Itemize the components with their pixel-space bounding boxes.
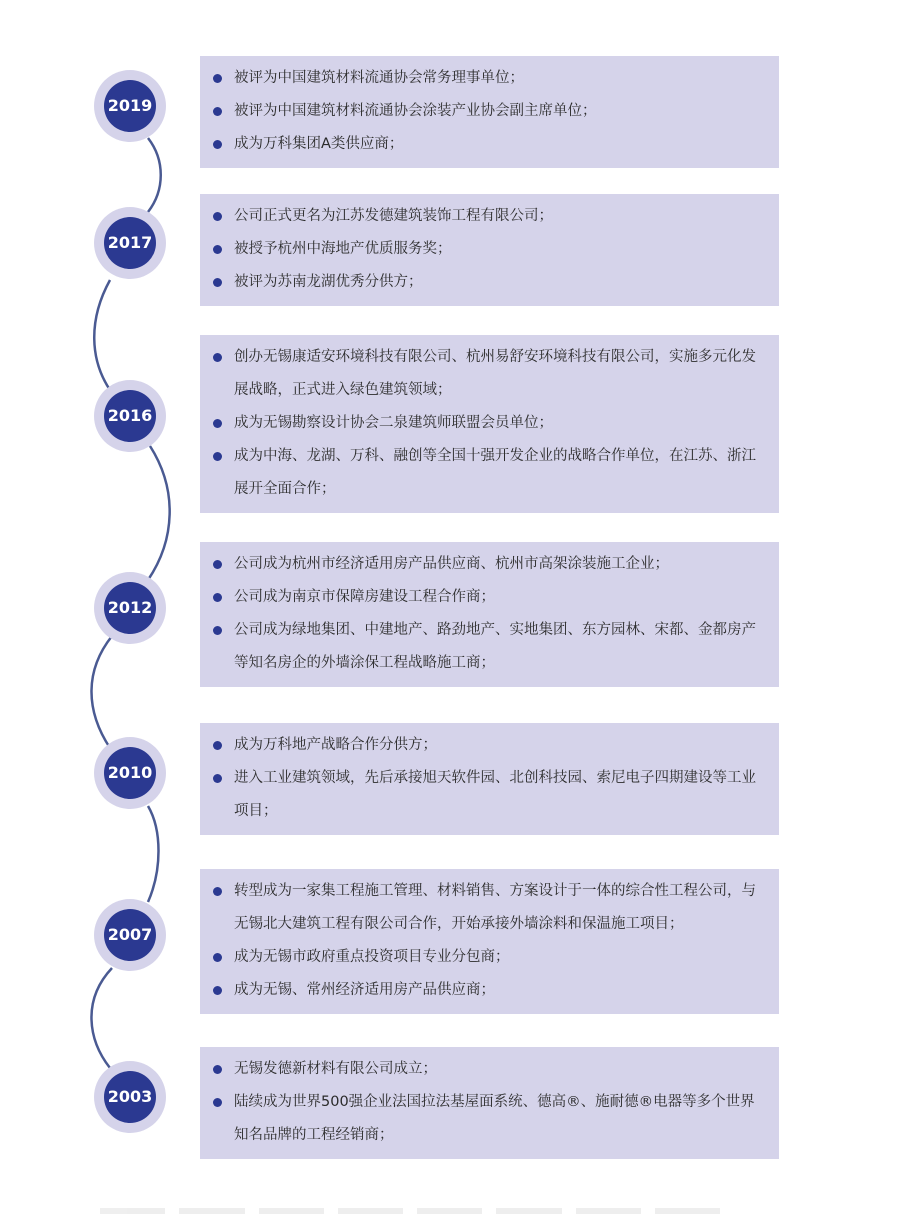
milestone-card-2017 [200, 194, 779, 306]
milestone-card-2007 [200, 869, 779, 1014]
milestone-item: 成为中海、龙湖、万科、融创等全国十强开发企业的战略合作单位，在江苏、浙江展开全面合作； [212, 440, 765, 506]
milestone-item: 公司成为南京市保障房建设工程合作商； [212, 581, 765, 614]
milestone-item: 成为无锡、常州经济适用房产品供应商； [212, 974, 765, 1007]
year-badge-2003 [94, 1061, 166, 1133]
cut-off-next-section [100, 1208, 720, 1214]
milestone-card-2016 [200, 335, 779, 513]
year-badge-2019 [94, 70, 166, 142]
milestone-item: 进入工业建筑领域，先后承接旭天软件园、北创科技园、索尼电子四期建设等工业项目； [212, 762, 765, 828]
year-label: 2003 [104, 1071, 156, 1123]
year-label: 2016 [104, 390, 156, 442]
milestone-item: 被评为苏南龙湖优秀分供方； [212, 266, 765, 299]
milestone-item: 被评为中国建筑材料流通协会涂装产业协会副主席单位； [212, 95, 765, 128]
milestone-item: 成为万科集团A类供应商； [212, 128, 765, 161]
milestone-card-2003 [200, 1047, 779, 1159]
milestone-item: 成为无锡市政府重点投资项目专业分包商； [212, 941, 765, 974]
year-badge-2016 [94, 380, 166, 452]
year-badge-2017 [94, 207, 166, 279]
milestone-item: 创办无锡康适安环境科技有限公司、杭州易舒安环境科技有限公司，实施多元化发展战略，正式进入绿色建筑领域； [212, 341, 765, 407]
milestone-item: 转型成为一家集工程施工管理、材料销售、方案设计于一体的综合性工程公司，与无锡北大建筑工程有限公司合作，开始承接外墙涂料和保温施工项目； [212, 875, 765, 941]
milestone-item: 成为无锡勘察设计协会二泉建筑师联盟会员单位； [212, 407, 765, 440]
year-badge-2010 [94, 737, 166, 809]
year-label: 2007 [104, 909, 156, 961]
milestone-card-2012 [200, 542, 779, 687]
milestone-item: 公司成为杭州市经济适用房产品供应商、杭州市高架涂装施工企业； [212, 548, 765, 581]
milestone-item: 陆续成为世界500强企业法国拉法基屋面系统、德高®、施耐德®电器等多个世界知名品牌的工程经销商； [212, 1086, 765, 1152]
milestone-item: 成为万科地产战略合作分供方； [212, 729, 765, 762]
year-label: 2019 [104, 80, 156, 132]
milestone-item: 公司正式更名为江苏发德建筑装饰工程有限公司； [212, 200, 765, 233]
milestone-card-2010 [200, 723, 779, 835]
milestone-item: 无锡发德新材料有限公司成立； [212, 1053, 765, 1086]
milestone-card-2019 [200, 56, 779, 168]
year-badge-2007 [94, 899, 166, 971]
milestone-item: 被评为中国建筑材料流通协会常务理事单位； [212, 62, 765, 95]
year-label: 2017 [104, 217, 156, 269]
year-label: 2012 [104, 582, 156, 634]
year-label: 2010 [104, 747, 156, 799]
milestone-item: 被授予杭州中海地产优质服务奖； [212, 233, 765, 266]
year-badge-2012 [94, 572, 166, 644]
milestone-item: 公司成为绿地集团、中建地产、路劲地产、实地集团、东方园林、宋都、金都房产等知名房企的外墙涂保工程战略施工商； [212, 614, 765, 680]
